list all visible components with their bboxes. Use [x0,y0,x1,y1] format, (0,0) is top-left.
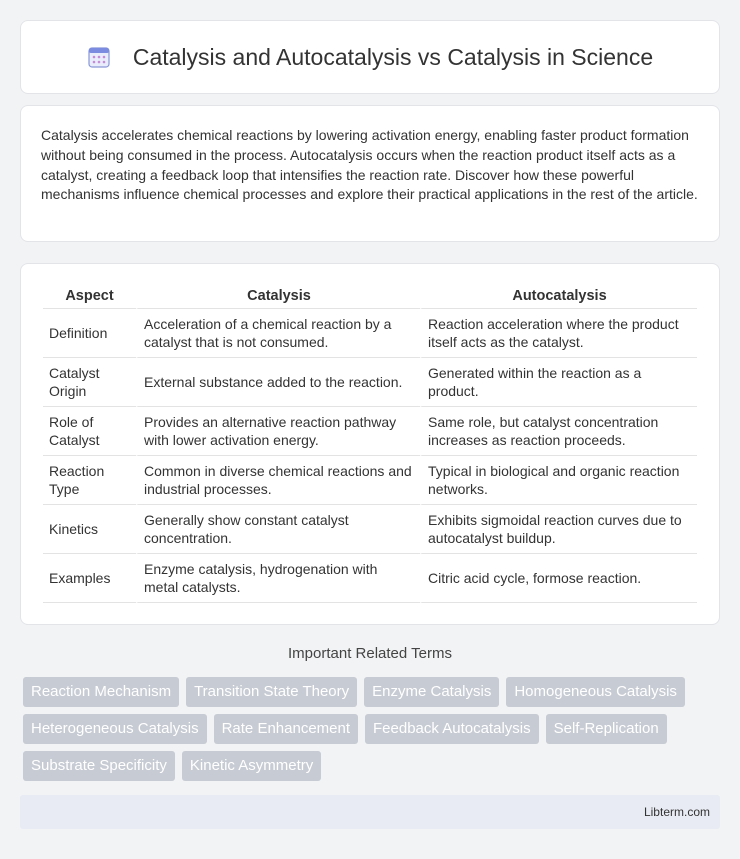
tag-substrate-specificity[interactable]: Substrate Specificity [23,751,175,781]
intro-paragraph: Catalysis accelerates chemical reactions by lowering activation energy, enabling faster product formation without being consumed in the process. Autocatalysis occurs when the reaction product itself acts as a catalyst, creating a feedback loop that intensifies the reaction rate. Discover how these powerful mechanisms influence chemical processes and explore their practical applications in the rest of the article. [41,127,698,203]
table-row [43,505,697,554]
header-autocatalysis: Autocatalysis [420,284,697,309]
table-header-row [43,284,697,309]
cell-aspect: Role of Catalyst [43,407,136,456]
cell-autocatalysis: Reaction acceleration where the product itself acts as the catalyst. [420,309,697,358]
page-title: Catalysis and Autocatalysis vs Catalysis in Science [132,43,654,70]
cell-aspect: Kinetics [43,505,136,554]
intro-card [20,105,720,242]
tag-homogeneous-catalysis[interactable]: Homogeneous Catalysis [506,677,685,707]
cell-catalysis: External substance added to the reaction. [136,358,420,407]
related-terms-heading: Important Related Terms [288,645,452,662]
tag-kinetic-asymmetry[interactable]: Kinetic Asymmetry [182,751,321,781]
cell-autocatalysis: Same role, but catalyst concentration increases as reaction proceeds. [420,407,697,456]
footer [20,795,720,829]
tag-heterogeneous-catalysis[interactable]: Heterogeneous Catalysis [23,714,207,744]
cell-aspect: Catalyst Origin [43,358,136,407]
cell-catalysis: Enzyme catalysis, hydrogenation with metal catalysts. [136,554,420,603]
title-card [20,20,720,94]
tag-rate-enhancement[interactable]: Rate Enhancement [214,714,358,744]
tag-reaction-mechanism[interactable]: Reaction Mechanism [23,677,179,707]
comparison-table-card [20,263,720,625]
cell-aspect: Examples [43,554,136,603]
table-row [43,358,697,407]
cell-catalysis: Provides an alternative reaction pathway with lower activation energy. [136,407,420,456]
header-catalysis: Catalysis [136,284,420,309]
table-row [43,407,697,456]
cell-autocatalysis: Citric acid cycle, formose reaction. [420,554,697,603]
cell-catalysis: Acceleration of a chemical reaction by a catalyst that is not consumed. [136,309,420,358]
table-row [43,456,697,505]
related-terms-list [23,677,723,788]
cell-aspect: Reaction Type [43,456,136,505]
tag-transition-state-theory[interactable]: Transition State Theory [186,677,357,707]
header-aspect: Aspect [43,284,136,309]
table-row [43,554,697,603]
tag-feedback-autocatalysis[interactable]: Feedback Autocatalysis [365,714,539,744]
cell-autocatalysis: Typical in biological and organic reaction networks. [420,456,697,505]
tag-self-replication[interactable]: Self-Replication [546,714,667,744]
cell-autocatalysis: Exhibits sigmoidal reaction curves due to autocatalyst buildup. [420,505,697,554]
footer-site-link[interactable]: Libterm.com [643,805,710,819]
calendar-icon [87,45,111,69]
cell-catalysis: Generally show constant catalyst concentration. [136,505,420,554]
tag-enzyme-catalysis[interactable]: Enzyme Catalysis [364,677,499,707]
cell-catalysis: Common in diverse chemical reactions and industrial processes. [136,456,420,505]
cell-aspect: Definition [43,309,136,358]
table-row [43,309,697,358]
cell-autocatalysis: Generated within the reaction as a product. [420,358,697,407]
comparison-table [43,284,697,603]
